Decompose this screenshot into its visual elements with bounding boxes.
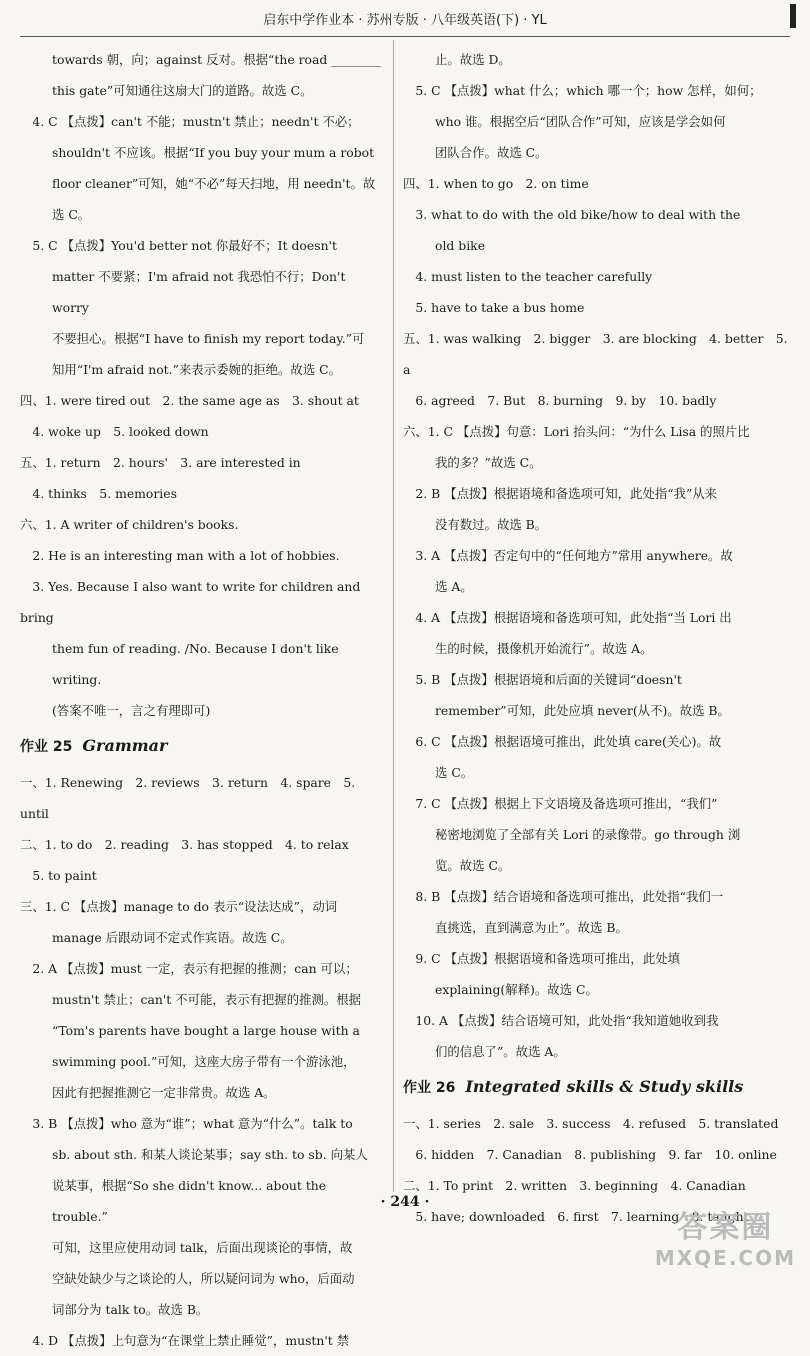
answer-line: 因此有把握推测它一定非常贵。故选 A。 <box>52 1085 276 1100</box>
answer-line: 直挑选，直到满意为止”。故选 B。 <box>435 920 628 935</box>
answer-line: 5. B 【点拨】根据语境和后面的关键词“doesn't <box>403 672 682 687</box>
answer-line: 5. have to take a bus home <box>403 300 585 315</box>
answer-line: 3. what to do with the old bike/how to deal with the <box>403 207 741 222</box>
answer-line: shouldn't 不应该。根据“If you buy your mum a robot <box>52 145 375 160</box>
answer-line: 4. A 【点拨】根据语境和备选项可知，此处指“当 Lori 出 <box>403 610 732 625</box>
answer-line: 9. C 【点拨】根据语境和备选项可推出，此处填 <box>403 951 680 966</box>
answer-line: matter 不要紧；I'm afraid not 我恐怕不行；Don't worry <box>52 269 350 315</box>
answer-line: 5. have; downloaded 6. first 7. learning 8. taught <box>403 1209 749 1224</box>
answer-line: 3. Yes. Because I also want to write for children and bring <box>20 579 365 625</box>
answer-line: 秘密地浏览了全部有关 Lori 的录像带。go through 浏 <box>435 827 741 842</box>
answer-line: 知用“I'm afraid not.”来表示委婉的拒绝。故选 C。 <box>52 362 342 377</box>
answer-line: 词部分为 talk to。故选 B。 <box>52 1302 209 1317</box>
answer-line: 二、1. to do 2. reading 3. has stopped 4. to relax <box>20 837 349 852</box>
answer-line: 2. B 【点拨】根据语境和备选项可知，此处指“我”从来 <box>403 486 718 501</box>
section-heading-26: 作业 26 Integrated skills & Study skills <box>403 1077 744 1096</box>
answer-line: this gate”可知通往这扇大门的道路。故选 C。 <box>52 83 313 98</box>
answer-line: 六、1. A writer of children's books. <box>20 517 239 532</box>
page-number: · 244 · <box>380 1194 430 1210</box>
answer-line: 6. hidden 7. Canadian 8. publishing 9. far 10. online <box>403 1147 777 1162</box>
answer-line: 四、1. when to go 2. on time <box>403 176 589 191</box>
answer-line: 可知，这里应使用动词 talk，后面出现谈论的事情，故 <box>52 1240 353 1255</box>
section-heading-25: 作业 25 Grammar <box>20 736 168 755</box>
answer-line: 3. B 【点拨】who 意为“谁”；what 意为“什么”。talk to <box>20 1116 353 1131</box>
answer-line: 5. to paint <box>20 868 97 883</box>
watermark-logo: 答案圈 MXQE.COM <box>654 1210 796 1270</box>
answer-line: 五、1. was walking 2. bigger 3. are blocking 4. better 5. a <box>403 331 792 377</box>
answer-line: 7. C 【点拨】根据上下文语境及备选项可推出，“我们” <box>403 796 718 811</box>
answer-line: manage 后跟动词不定式作宾语。故选 C。 <box>52 930 293 945</box>
answer-line: floor cleaner”可知，她“不必”每天扫地，用 needn't。故 <box>52 176 376 191</box>
column-divider <box>393 40 394 1192</box>
answer-line: 4. woke up 5. looked down <box>20 424 209 439</box>
answer-line: 选 C。 <box>435 765 474 780</box>
answer-line: 4. thinks 5. memories <box>20 486 177 501</box>
answer-line: sb. about sth. 和某人谈论某事；say sth. to sb. 向某人 <box>52 1147 368 1162</box>
left-column <box>20 44 382 1356</box>
answer-line: explaining(解释)。故选 C。 <box>435 982 598 997</box>
answer-line: 一、1. Renewing 2. reviews 3. return 4. spare 5. until <box>20 775 360 821</box>
answer-line: old bike <box>435 238 486 253</box>
answer-line: 我的多？”故选 C。 <box>435 455 542 470</box>
answer-line: 四、1. were tired out 2. the same age as 3. shout at <box>20 393 359 408</box>
answer-line: 5. C 【点拨】what 什么；which 哪一个；how 怎样，如何； <box>403 83 762 98</box>
answer-line: 一、1. series 2. sale 3. success 4. refused 5. translated <box>403 1116 779 1131</box>
corner-mark <box>790 4 796 28</box>
answer-line: 8. B 【点拨】结合语境和备选项可推出，此处指“我们一 <box>403 889 724 904</box>
answer-line: 二、1. To print 2. written 3. beginning 4. Canadian <box>403 1178 746 1193</box>
answer-line: 说某事，根据“So she didn't know... about the trouble.” <box>52 1178 331 1224</box>
answer-line: 没有数过。故选 B。 <box>435 517 548 532</box>
answer-line: 2. He is an interesting man with a lot of hobbies. <box>20 548 340 563</box>
answer-line: 6. C 【点拨】根据语境可推出，此处填 care(关心)。故 <box>403 734 722 749</box>
answer-line: 选 A。 <box>435 579 473 594</box>
answer-line: 空缺处缺少与之谈论的人，所以疑问词为 who，后面动 <box>52 1271 355 1286</box>
answer-line: 4. D 【点拨】上句意为“在课堂上禁止睡觉”，mustn't 禁 <box>20 1333 350 1348</box>
answer-line: 五、1. return 2. hours' 3. are interested in <box>20 455 301 470</box>
right-column <box>403 44 793 1232</box>
answer-line: “Tom's parents have bought a large house with a <box>52 1023 360 1038</box>
answer-line: 们的信息了”。故选 A。 <box>435 1044 566 1059</box>
answer-line: 止。故选 D。 <box>435 52 511 67</box>
answer-line: 览。故选 C。 <box>435 858 511 873</box>
answer-line: 六、1. C 【点拨】句意：Lori 抬头问：“为什么 Lisa 的照片比 <box>403 424 750 439</box>
answer-line: 生的时候，摄像机开始流行”。故选 A。 <box>435 641 653 656</box>
answer-line: 2. A 【点拨】must 一定，表示有把握的推测；can 可以； <box>20 961 358 976</box>
answer-line: swimming pool.”可知，这座大房子带有一个游泳池， <box>52 1054 356 1069</box>
answer-line: remember”可知，此处应填 never(从不)。故选 B。 <box>435 703 730 718</box>
page-header <box>20 0 790 37</box>
answer-line: 4. C 【点拨】can't 不能；mustn't 禁止；needn't 不必； <box>20 114 360 129</box>
header-title: 启东中学作业本 · 苏州专版 · 八年级英语(下) · YL <box>263 12 547 28</box>
answer-line: 不要担心。根据“I have to finish my report today.”可 <box>52 331 365 346</box>
answer-line: (答案不唯一，言之有理即可) <box>52 703 211 718</box>
answer-line: 三、1. C 【点拨】manage to do 表示“设法达成”，动词 <box>20 899 338 914</box>
answer-line: towards 朝，向；against 反对。根据“the road ________ <box>52 52 381 67</box>
answer-line: 10. A 【点拨】结合语境可知，此处指“我知道她收到我 <box>403 1013 719 1028</box>
answer-line: 4. must listen to the teacher carefully <box>403 269 653 284</box>
answer-line: 6. agreed 7. But 8. burning 9. by 10. badly <box>403 393 717 408</box>
answer-line: 选 C。 <box>52 207 91 222</box>
answer-line: who 谁。根据空后“团队合作”可知，应该是学会如何 <box>435 114 726 129</box>
answer-line: 3. A 【点拨】否定句中的“任何地方”常用 anywhere。故 <box>403 548 733 563</box>
answer-line: mustn't 禁止；can't 不可能，表示有把握的推测。根据 <box>52 992 362 1007</box>
answer-line: them fun of reading. /No. Because I don't like writing. <box>52 641 343 687</box>
answer-line: 5. C 【点拨】You'd better not 你最好不；It doesn't <box>20 238 337 253</box>
answer-line: 团队合作。故选 C。 <box>435 145 548 160</box>
